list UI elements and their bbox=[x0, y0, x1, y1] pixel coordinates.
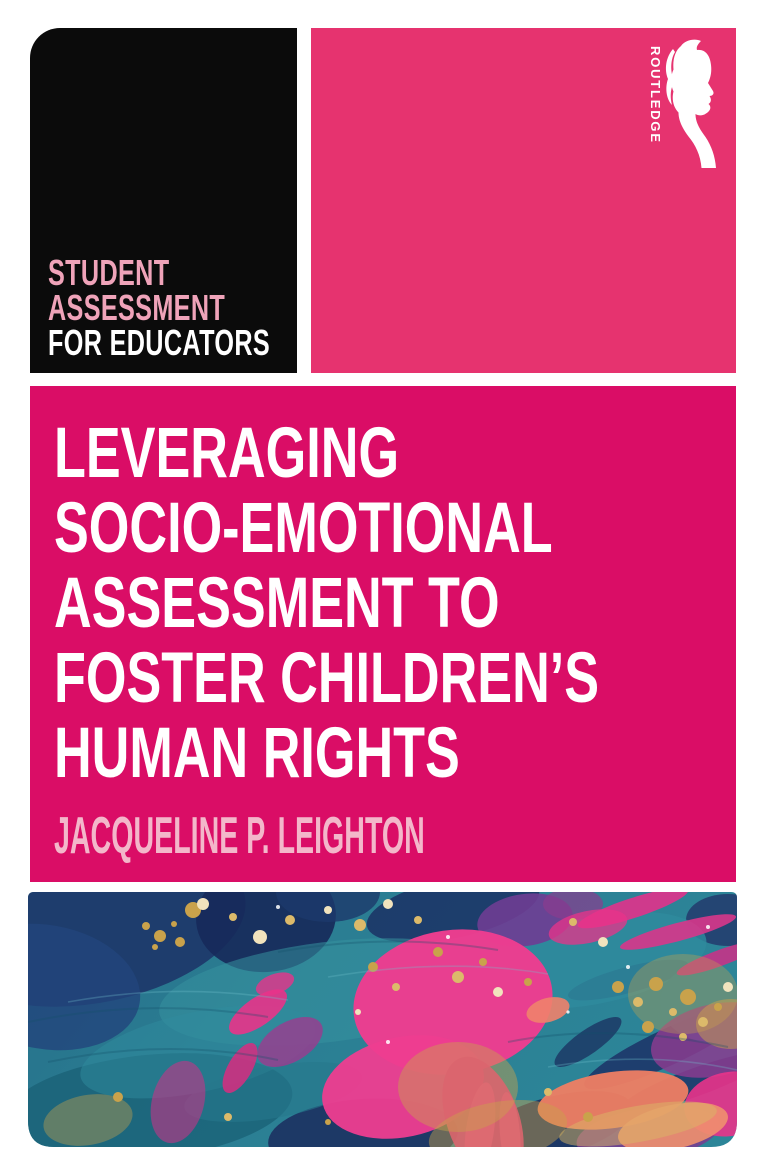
series-panel bbox=[30, 28, 297, 373]
title-line-5: HUMAN RIGHTS bbox=[54, 714, 460, 793]
author-name: JACQUELINE P. LEIGHTON bbox=[54, 807, 425, 865]
cover-artwork bbox=[28, 892, 737, 1147]
title-line-4: FOSTER CHILDREN’S bbox=[54, 639, 600, 718]
cover-artwork-image bbox=[28, 892, 737, 1147]
series-line-2: ASSESSMENT bbox=[48, 287, 226, 328]
publisher-panel bbox=[311, 28, 736, 373]
routledge-head-r-icon bbox=[664, 38, 716, 170]
title-line-1: LEVERAGING bbox=[54, 414, 400, 493]
publisher-name: ROUTLEDGE bbox=[648, 46, 663, 144]
routledge-logo bbox=[648, 38, 716, 172]
series-line-1: STUDENT bbox=[48, 252, 170, 293]
title-line-3: ASSESSMENT TO bbox=[54, 564, 500, 643]
title-panel bbox=[30, 386, 736, 882]
title-line-2: SOCIO-EMOTIONAL bbox=[54, 489, 553, 568]
series-line-3: FOR EDUCATORS bbox=[48, 322, 271, 363]
